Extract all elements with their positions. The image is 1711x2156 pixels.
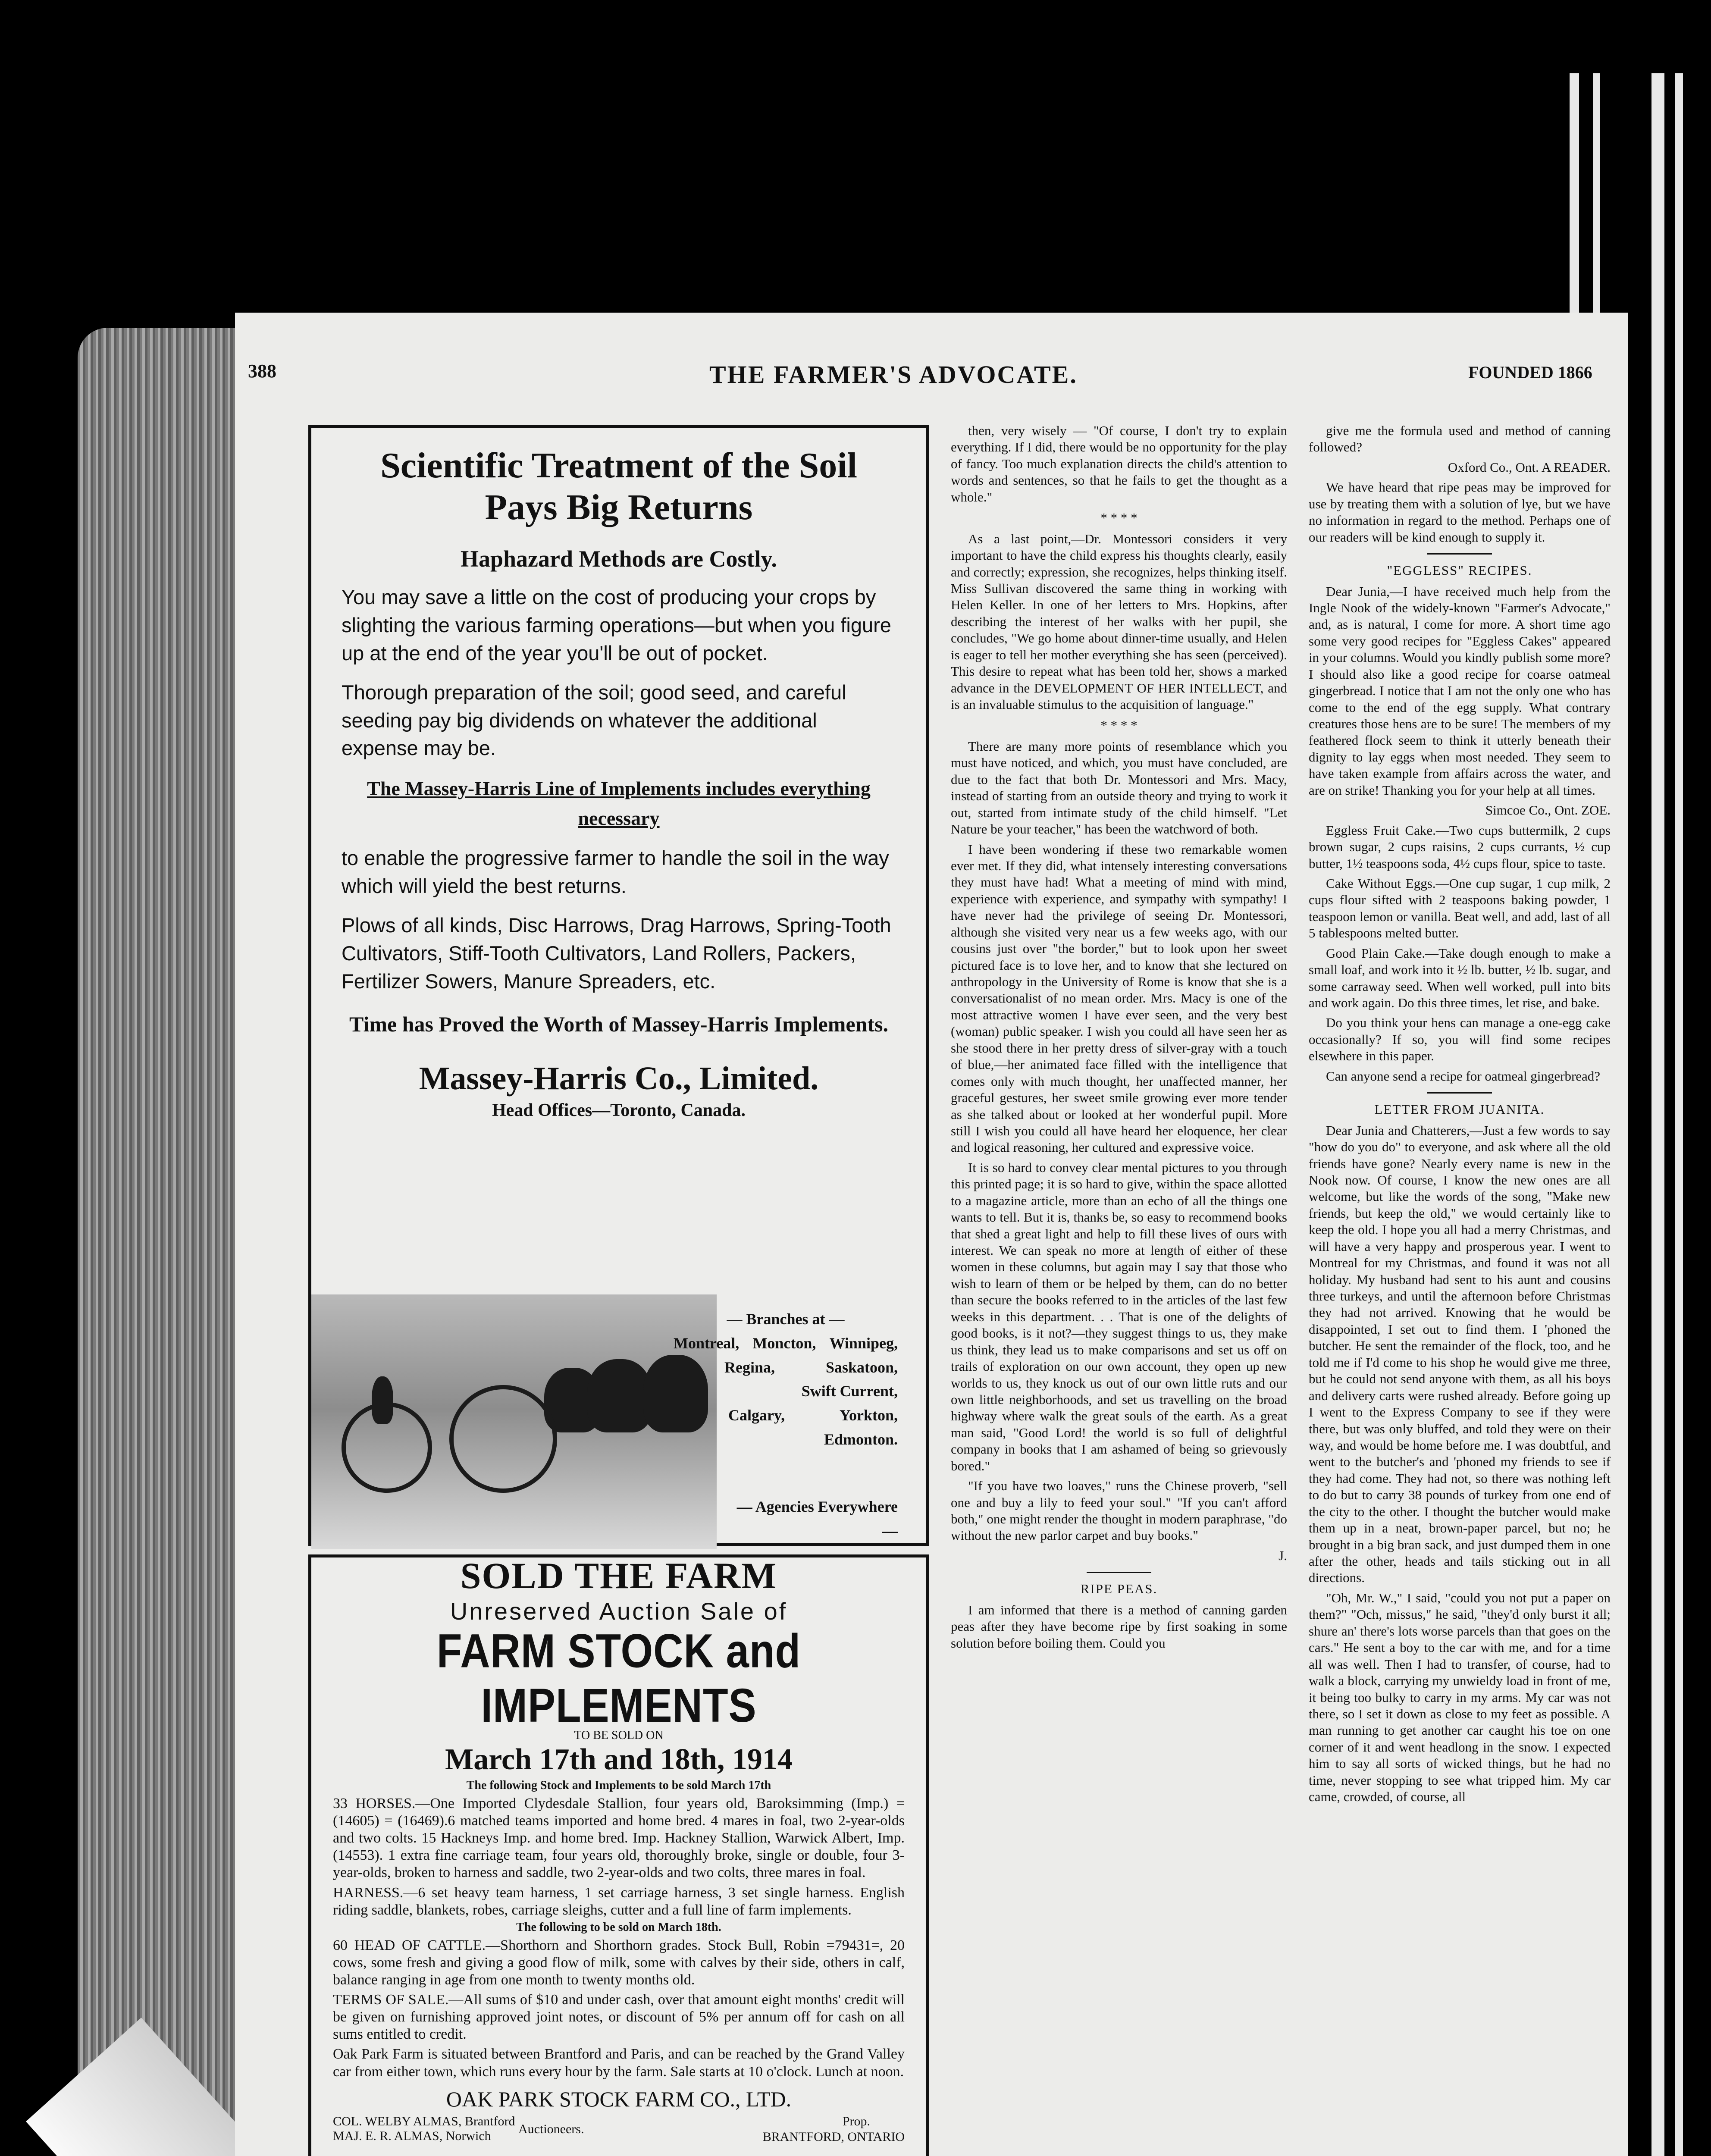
branch-city: Regina, (724, 1358, 775, 1376)
page-number: 388 (248, 360, 276, 382)
ad-subhead: Haphazard Methods are Costly. (460, 546, 777, 572)
auction-ad (308, 1554, 929, 2156)
section-heading: LETTER FROM JUANITA. (1374, 1102, 1545, 1117)
article-paragraph: It is so hard to convey clear mental pictures to you through this printed page; it is so hard to give, within the space allotted to a magazine article, more than an echo of all the things one wants to tell. But it is, thanks be, so easy to recommend books that shed a great light and help to fill these lives of ours with interest. We can speak no more at length of either of these women in these columns, but again may I say that those who wish to learn of them or be helped by them, can do no better than secure the books referred to in the articles of the last few weeks in this department. . . That is one of the delights of good books, is it not?—they suggest things to us, they make us think, they lead us to make comparisons and set us off on trails of exploration on our own account, they open up new worlds to us, they knock us out of our own little ruts and our own little neighborhoods, and set us travelling on the broad highway where walk the great souls of the earth. As a great man said, "Good Lord! the world is so full of delightful company in books that I am ashamed of being so grievously bored." (951, 1159, 1287, 1473)
article-paragraph: Do you think your hens can manage a one-egg cake occasionally? If so, you will find some recipes elsewhere in this paper. (1309, 1015, 1611, 1064)
auction-terms: TERMS OF SALE.—All sums of $10 and under cash, over that amount eight months' credit will be given on furnishing approved joint notes, or discount of 5% per annum off for cash on all sums entitled to credit. (333, 1992, 905, 2043)
section-heading: "EGGLESS" RECIPES. (1387, 563, 1532, 578)
farmer-figure (372, 1376, 393, 1424)
auction-day2-note: The following to be sold on March 18th. (516, 1920, 721, 1934)
holder-rod (1651, 73, 1664, 2156)
article-paragraph: give me the formula used and method of canning followed? (1309, 423, 1611, 455)
article-paragraph: There are many more points of resemblance which you must have noticed, and which, you must have concluded, are due to the fact that both Dr. Montessori and Mrs. Macy, instead of starting from an outside theory and trying to work it out, started from intimate study of the child himself. "Let Nature be your teacher," has been the watchword of both. (951, 738, 1287, 837)
branch-city: Swift Current, (801, 1382, 898, 1400)
auctioneer-name: MAJ. E. R. ALMAS, Norwich (333, 2129, 491, 2143)
ad-head-offices: Head Offices—Toronto, Canada. (492, 1100, 746, 1120)
divider (1427, 553, 1492, 555)
recipe-paragraph: Cake Without Eggs.—One cup sugar, 1 cup milk, 2 cups flour sifted with 2 teaspoons baking powder, 1 teaspoon lemon or vanilla. Beat well, and add, last of all 5 tablespoons melted butter. (1309, 875, 1611, 941)
section-break: * * * * (1100, 510, 1138, 526)
massey-harris-ad (308, 425, 929, 1546)
auction-date: March 17th and 18th, 1914 (445, 1743, 793, 1776)
auctioneers-label: Auctioneers. (518, 2122, 584, 2136)
article-paragraph: Dear Junia and Chatterers,—Just a few words to say "how do you do" to everyone, and ask where all the old friends have gone? Nearly every name is new in the Nook now. Of course, I know the new ones are all welcome, but like the words of the song, "Make new friends, but keep the old," we would certainly like to keep the old. I hope you all had a merry Christmas, and will have a very happy and prosperous year. I went to Montreal for my Christmas, and found it was not all holiday. My husband had sent to his aunt and cousins three turkeys, and until the afternoon before Christmas they had not arrived. Knowing that he would be disappointed, I set out to find them. I 'phoned the butcher. He sent the remainder of the flock, too, and he told me if I'd come to his shop he would give me three, but he could not send anyone with them, as all his boys and delivery carts were rushed already. Before going up I went to the Express Company to see if they were there, but was only bluffed, and told they were on their way, and would be home before me. I was doubtful, and went to the butcher's and 'phoned my friends to see if they had come. They had not, so there was nothing left to do but to carry 38 pounds of turkey from one end of the city to the other. I thought the butcher would make them up in a neat, brown-paper parcel, but no; he brought in a big bran sack, and just dumped them in one after the other, heads and tails sticking out in all directions. (1309, 1122, 1611, 1586)
divider (1427, 1092, 1492, 1094)
plowing-photo (311, 1294, 717, 1549)
article-signature: J. (1279, 1548, 1287, 1563)
book-page-edges (78, 328, 250, 2156)
branch-city: Montreal, (674, 1334, 740, 1352)
article-paragraph: I have been wondering if these two remarkable women ever met. If they did, what intensely interesting conversations they must have had! What a meeting of mind with mind, experience with experience, and sympathy with sympathy! I have never had the privilege of seeing Dr. Montessori, although she visited very near us a few weeks ago, with our cousins just over "the border," but to look upon her sweet pictured face is to love her, and to know that she lectured on anthropology in the University of Rome is know that she is a conversationalist of no mean order. Mrs. Macy is one of the most attractive women I have ever seen, and the very best (woman) public speaker. I wish you could all have seen her as she stood there in her pretty dress of silver-gray with a touch of blue,—her animated face filled with the intelligence that comes only with much thought, her unaffected manner, her graceful gestures, her sweet smile growing ever more tender as she talked about or looked at her wonderful pupil. More still I wish you could all have heard her eloquence, her clear and logical reasoning, her cultured and expressive voice. (951, 841, 1287, 1155)
ad-company-name: Massey-Harris Co., Limited. (419, 1060, 819, 1097)
article-column-right (1309, 423, 1611, 1809)
article-paragraph: "If you have two loaves," runs the Chinese proverb, "sell one and buy a lily to feed your soul." "If you can't afford both," one might render the thought in modern paraphrase, "do without the new parlor carpet and buy books." (951, 1478, 1287, 1543)
auction-cattle: 60 HEAD OF CATTLE.—Shorthorn and Shorthorn grades. Stock Bull, Robin =79431=, 20 cows, some fresh and giving a good flow of milk, some with calves by their side, others in calf, balance ranging in age from one month to twenty months old. (333, 1937, 905, 1988)
article-paragraph: As a last point,—Dr. Montessori considers it very important to have the child express his thoughts clearly, easily and correctly; expression, she recognizes, helps thinking itself. Miss Sullivan discovered the same thing in working with Helen Keller. In one of her letters to Mrs. Hopkins, after describing the interest of her walks with her pupil, she concludes, "We go home about dinner-time usually, and Helen is eager to tell her mother everything she has seen (perceived). This desire to repeat what has been told her, shows a marked advance in the DEVELOPMENT OF HER INTELLECT, and is an invaluable stimulus to the acquisition of language." (951, 531, 1287, 712)
ad-implement-list: Plows of all kinds, Disc Harrows, Drag Harrows, Spring-Tooth Cultivators, Stiff-Tooth Cultivators, Land Rollers, Packers, Fertilizer Sowers, Manure Spreaders, etc. (342, 914, 891, 993)
ad-paragraph: You may save a little on the cost of producing your crops by slighting the various farming operations—but when you figure up at the end of the year you'll be out of pocket. (342, 586, 891, 664)
holder-rod (1675, 73, 1683, 2156)
agencies-note: — Agencies Everywhere — (736, 1498, 898, 1539)
article-paragraph: I am informed that there is a method of canning garden peas after they have become ripe by first soaking in some solution before boiling them. Could you (951, 1602, 1287, 1651)
branch-city: Winnipeg, (829, 1334, 898, 1352)
ad-underlined-claim: The Massey-Harris Line of Implements includes everything necessary (367, 777, 871, 830)
section-break: * * * * (1100, 718, 1138, 733)
auction-horses: 33 HORSES.—One Imported Clydesdale Stallion, four years old, Baroksimming (Imp.) = (14605) = (16469).6 matched teams imported and home bred. 4 mares in foal, two 2-year-olds and two colts. 15 Hackneys Imp. and home bred. Imp. Hackney Stallion, Warwick Albert, Imp. (14553). 1 extra fine carriage team, four years old, thoroughly broke, single or double, four 3-year-olds, broken to harness and saddle, two 2-year-olds and two colts, three mares in foal. (333, 1796, 905, 1881)
branch-city: Moncton, (752, 1334, 816, 1352)
auction-title: FARM STOCK and IMPLEMENTS (436, 1624, 801, 1733)
auction-place: BRANTFORD, ONTARIO (762, 2129, 905, 2144)
auction-company: OAK PARK STOCK FARM CO., LTD. (446, 2087, 792, 2111)
divider (1087, 1572, 1151, 1573)
founded-note: FOUNDED 1866 (1468, 363, 1592, 382)
ad-proved-line: Time has Proved the Worth of Massey-Harris Implements. (349, 1012, 888, 1036)
article-paragraph: We have heard that ripe peas may be improved for use by treating them with a solution of lye, but we have no information in regard to the method. Perhaps one of our readers will be kind enough to supply it. (1309, 479, 1611, 545)
branch-city: Saskatoon, (825, 1358, 898, 1376)
newspaper-page (235, 313, 1628, 2156)
auction-harness: HARNESS.—6 set heavy team harness, 1 set carriage harness, 3 set single harness. English riding saddle, blankets, robes, carriage sleighs, cutter and a full line of farm implements. (333, 1884, 905, 1918)
page-header (235, 360, 1628, 390)
article-paragraph: then, very wisely — "Of course, I don't try to explain everything. If I did, there would be no opportunity for the play of fancy. Too much explanation directs the child's attention to words and sentences, so that he fails to get the thought as a whole." (951, 423, 1287, 505)
auction-subhead: Unreserved Auction Sale of (450, 1598, 788, 1625)
masthead-title: THE FARMER'S ADVOCATE. (709, 360, 1078, 389)
article-paragraph: "Oh, Mr. W.," I said, "could you not put a paper on them?" "Och, missus," he said, "they'd only burst it all; shure an' there's lots worse parcels than that goes on the cars." He sent a boy to the car with me, and for a time all was well. Then I had to transfer, of course, had to walk a block, carrying my unwieldy load in front of me, it being too bulky to carry in my arms. My car was not there, so I set it down as close to my feet as possible. A man running to get another car caught his toe on one corner of it and went headlong in the snow. I expected him to say all sorts of wicked things, but he had no time, never stopping to see what tripped him. My car came, crowded, of course, all (1309, 1590, 1611, 1805)
branch-city: Edmonton. (824, 1430, 898, 1448)
auction-to-be-sold: TO BE SOLD ON (574, 1729, 664, 1742)
auctioneer-name: COL. WELBY ALMAS, Brantford (333, 2114, 515, 2128)
ad-paragraph: Thorough preparation of the soil; good seed, and careful seeding pay big dividends on whatever the additional expense may be. (342, 680, 846, 760)
auction-headline: SOLD THE FARM (460, 1555, 777, 1596)
letter-signature: Simcoe Co., Ont. ZOE. (1485, 802, 1611, 818)
auctioneers-block (333, 2114, 905, 2144)
branch-city: Yorkton, (839, 1407, 898, 1424)
horse-shape (587, 1359, 652, 1432)
branches-label: — Branches at — (727, 1310, 845, 1328)
branch-city: Calgary, (728, 1407, 785, 1424)
wheel-shape (449, 1385, 557, 1493)
article-paragraph: Dear Junia,—I have received much help from the Ingle Nook of the widely-known "Farmer's Advocate," and, as is natural, I come for more. A short time ago some very good recipes for "Eggless Cakes" appeared in your columns. Would you kindly publish some more? I should also like a good recipe for coarse oatmeal gingerbread. I notice that I am not the only one who has come to the end of the egg supply. What contrary creatures those hens are to be sure! The members of my feathered flock seem to think it utterly beneath their dignity to lay eggs when most needed. They seem to have taken example from affairs across the water, and are on strike! Thanking you for your help at all times. (1309, 583, 1611, 798)
letter-signature: Oxford Co., Ont. A READER. (1448, 459, 1611, 475)
recipe-paragraph: Good Plain Cake.—Take dough enough to make a small loaf, and work into it ½ lb. butter, ½ lb. sugar, and some carraway seed. When well worked, pull into bits and work again. Do this three times, let rise, and bake. (1309, 945, 1611, 1010)
recipe-paragraph: Eggless Fruit Cake.—Two cups buttermilk, 2 cups brown sugar, 2 cups raisins, 2 cups currants, ½ cup butter, 1½ teaspoons soda, 4½ cups flour, spice to taste. (1309, 822, 1611, 871)
section-heading: RIPE PEAS. (1080, 1581, 1158, 1597)
branches-list (674, 1307, 898, 1543)
auction-day1-note: The following Stock and Implements to be sold March 17th (466, 1779, 771, 1792)
article-column-middle (951, 423, 1287, 1655)
ad-headline: Scientific Treatment of the Soil Pays Big Returns (380, 445, 857, 527)
auction-location: Oak Park Farm is situated between Brantford and Paris, and can be reached by the Grand Valley car from either town, which runs every hour by the farm. Sale starts at 10 o'clock. Lunch at noon. (333, 2046, 905, 2080)
article-paragraph: Can anyone send a recipe for oatmeal gingerbread? (1326, 1068, 1601, 1084)
ad-paragraph: to enable the progressive farmer to handle the soil in the way which will yield the best returns. (342, 846, 889, 898)
prop-label: Prop. (842, 2114, 870, 2128)
